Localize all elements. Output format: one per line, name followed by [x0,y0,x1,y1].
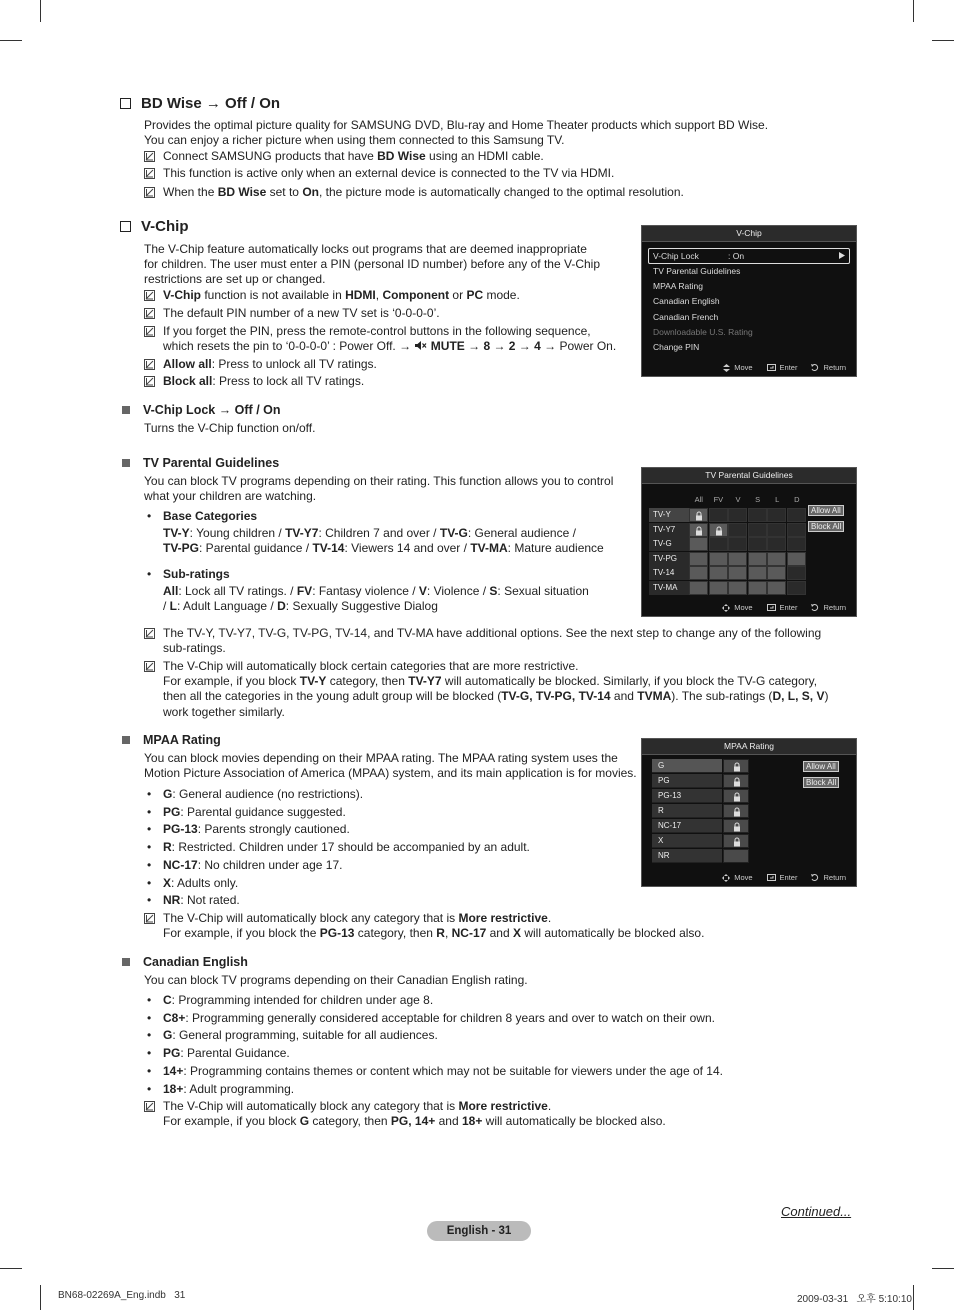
rating-cell[interactable] [689,581,708,595]
checkbox-icon [120,221,131,232]
crop-mark [932,40,954,41]
lock-icon [715,526,723,536]
rating-cell[interactable] [709,566,728,580]
rating-cell[interactable] [748,508,767,522]
rating-cell[interactable] [728,508,747,522]
grid-row-label[interactable]: TV-G [649,537,689,551]
note-icon [144,290,155,301]
allow-all-button[interactable]: Allow All [803,761,839,772]
menu-item-canadian-english[interactable]: Canadian English [653,296,720,306]
rating-cell[interactable] [728,537,747,551]
note-icon [144,359,155,370]
osd-title: TV Parental Guidelines [642,468,856,484]
rating-cell[interactable] [689,523,708,537]
mpaa-lock-cell[interactable] [723,804,749,818]
osd-title: V-Chip [642,226,856,242]
mpaa-para-2: Motion Picture Association of America (MPAA) system, and its main application is for movies. [144,766,637,780]
rating-cell[interactable] [767,537,786,551]
tvpg-para-2: what your children are watching. [144,489,317,503]
note-icon [144,628,155,639]
print-date: 2009-03-31 오후 5:10:10 [797,1294,912,1305]
mpaa-lock-cell[interactable] [723,849,749,863]
rating-cell[interactable] [689,566,708,580]
grid-col-label: V [735,495,741,504]
grid-row-label[interactable]: TV-MA [649,581,689,595]
tvpg-heading: TV Parental Guidelines [122,456,279,470]
rating-cell[interactable] [767,523,786,537]
rating-cell[interactable] [787,552,806,566]
note-icon [144,661,155,672]
note-icon [144,326,155,337]
mpaa-lock-cell[interactable] [723,819,749,833]
base-categories-line-1: TV-Y: Young children / TV-Y7: Children 7 and over / TV-G: General audience / [163,526,576,540]
mpaa-row-label[interactable]: PG [652,774,722,788]
tvpg-screen [641,467,857,617]
grid-row-label[interactable]: TV-14 [649,566,689,580]
mpaa-row-label[interactable]: PG-13 [652,789,722,803]
lock-icon [733,807,741,817]
square-bullet-icon [122,459,130,467]
vchip-note-5: Block all: Press to lock all TV ratings. [144,374,364,389]
mpaa-row-label[interactable]: G [652,759,722,773]
lock-icon [733,762,741,772]
rating-cell[interactable] [767,552,786,566]
note-icon [144,151,155,162]
osd-footer: Move Enter Return [722,873,846,882]
rating-cell[interactable] [787,523,806,537]
tvpg-para-1: You can block TV programs depending on their rating. This function allows you to control [144,474,614,488]
vchip-title: V-Chip [141,218,189,235]
checkbox-icon [120,98,131,109]
vchiplock-body: Turns the V-Chip function on/off. [144,421,316,435]
vchiplock-heading: V-Chip Lock → Off / On [122,403,281,417]
bdwise-title: BD Wise → Off / On [141,95,281,112]
osd-title: MPAA Rating [642,739,856,755]
rating-cell[interactable] [709,523,728,537]
rating-cell[interactable] [709,552,728,566]
page-number-badge: English - 31 [427,1221,531,1241]
arrow-right-icon [839,252,845,259]
vchip-note-3: If you forget the PIN, press the remote-control buttons in the following sequence, [144,324,591,339]
rating-cell[interactable] [689,552,708,566]
square-bullet-icon [122,406,130,414]
rating-cell[interactable] [787,566,806,580]
move-icon [723,364,730,372]
grid-col-label: FV [713,495,724,504]
grid-col-label: S [755,495,761,504]
grid-row-label[interactable]: TV-Y [649,508,689,522]
rating-cell[interactable] [787,537,806,551]
mpaa-row-label[interactable]: NR [652,849,722,863]
vchip-note-1: V-Chip function is not available in HDMI, Component or PC mode. [144,288,520,303]
vchip-para-3: restrictions are set up or changed. [144,272,326,286]
menu-item-canadian-french[interactable]: Canadian French [653,312,719,322]
mpaa-screen [641,738,857,887]
rating-cell[interactable] [748,537,767,551]
rating-cell[interactable] [709,581,728,595]
rating-cell[interactable] [787,508,806,522]
bdwise-para-2: You can enjoy a richer picture when using them connected to this Samsung TV. [144,133,565,147]
note-icon [144,376,155,387]
rating-cell[interactable] [767,581,786,595]
sub-ratings-line-1: All: Lock all TV ratings. / FV: Fantasy violence / V: Violence / S: Sexual situation [163,584,589,598]
osd-footer: Move Enter Return [722,603,846,612]
note-icon [144,168,155,179]
mpaa-lock-cell[interactable] [723,834,749,848]
rating-cell[interactable] [728,523,747,537]
rating-cell[interactable] [689,537,708,551]
mpaa-row-label[interactable]: X [652,834,722,848]
crop-mark [932,1268,954,1269]
rating-cell[interactable] [728,581,747,595]
vchip-menu-screen [641,225,857,377]
osd-footer: Move Enter Return [723,363,846,372]
tvpg-note-1: The TV-Y, TV-Y7, TV-G, TV-PG, TV-14, and TV-MA have additional options. See the next step to change any of the following [144,626,821,641]
note-icon [144,1101,155,1112]
lock-icon [695,511,703,521]
move-icon [722,874,730,882]
lock-icon [733,792,741,802]
mpaa-row-label[interactable]: R [652,804,722,818]
mpaa-heading: MPAA Rating [122,733,221,747]
mpaa-lock-cell[interactable] [723,774,749,788]
crop-mark [913,0,914,22]
bdwise-heading [120,95,280,112]
tvpg-note-1-cont: sub-ratings. [163,641,226,655]
grid-col-label: D [794,495,800,504]
vchip-heading [120,218,189,235]
caneng-note-1: The V-Chip will automatically block any category that is More restrictive. [144,1099,551,1114]
caneng-heading: Canadian English [122,955,248,969]
mpaa-note-1: The V-Chip will automatically block any category that is More restrictive. [144,911,551,926]
crop-mark [0,40,22,41]
caneng-note-1-cont: For example, if you block G category, then PG, 14+ and 18+ will automatically be blocked also. [163,1114,666,1128]
lock-icon [733,822,741,832]
rating-cell[interactable] [748,566,767,580]
rating-cell[interactable] [689,508,708,522]
mpaa-lock-cell[interactable] [723,789,749,803]
note-icon [144,308,155,319]
block-all-button[interactable]: Block All [808,521,844,532]
base-categories-line-2: TV-PG: Parental guidance / TV-14: Viewers 14 and over / TV-MA: Mature audience [163,541,604,555]
sub-ratings-line-2: / L: Adult Language / D: Sexually Suggestive Dialog [163,599,438,613]
file-info: BN68-02269A_Eng.indb 31 [58,1290,186,1301]
square-bullet-icon [122,958,130,966]
mpaa-para-1: You can block movies depending on their MPAA rating. The MPAA rating system uses the [144,751,618,765]
vchip-para-2: for children. The user must enter a PIN (personal ID number) before any of the V-Chip [144,257,600,271]
mpaa-row-label[interactable]: NC-17 [652,819,722,833]
return-icon [811,874,819,882]
move-icon [722,604,730,612]
note-icon [144,187,155,198]
rating-cell[interactable] [787,581,806,595]
enter-icon [767,874,776,881]
crop-mark [913,1285,914,1310]
note-icon [144,913,155,924]
square-bullet-icon [122,736,130,744]
rating-cell[interactable] [709,508,728,522]
bdwise-note-3: When the BD Wise set to On, the picture mode is automatically changed to the optimal resolution. [144,185,684,200]
rating-cell[interactable] [767,508,786,522]
return-icon [811,364,819,372]
continued-label: Continued... [781,1204,852,1219]
bdwise-para-1: Provides the optimal picture quality for SAMSUNG DVD, Blu-ray and Home Theater products which support BD Wise. [144,118,769,132]
lock-icon [733,837,741,847]
menu-item-tv-parental[interactable]: TV Parental Guidelines [653,266,741,276]
tvpg-note-2-line-3: then all the categories in the young adult group will be blocked (TV-G, TV-PG, TV-14 and TVMA). The sub-ratings (D, L, S, V) [163,689,829,703]
rating-cell[interactable] [728,552,747,566]
grid-col-label: L [775,495,780,504]
menu-item-vchip-lock[interactable]: V-Chip Lock : On [653,251,745,261]
mute-icon [414,340,427,351]
block-all-button[interactable]: Block All [803,777,839,788]
return-icon [811,604,819,612]
bdwise-note-2: This function is active only when an external device is connected to the TV via HDMI. [144,166,614,181]
rating-cell[interactable] [748,581,767,595]
mpaa-note-1-cont: For example, if you block the PG-13 category, then R, NC-17 and X will automatically be blocked also. [163,926,705,940]
rating-cell[interactable] [709,537,728,551]
crop-mark [40,1285,41,1310]
bdwise-note-1: Connect SAMSUNG products that have BD Wise using an HDMI cable. [144,149,544,164]
tvpg-note-2-line-2: For example, if you block TV-Y category, then TV-Y7 will automatically be blocked. Similarly, if you block the TV-G category, [163,674,818,688]
rating-cell[interactable] [748,523,767,537]
allow-all-button[interactable]: Allow All [808,505,844,516]
vchip-note-4: Allow all: Press to unlock all TV ratings. [144,357,377,372]
rating-cell[interactable] [767,566,786,580]
tvpg-note-2: The V-Chip will automatically block certain categories that are more restrictive. [144,659,579,674]
menu-item-change-pin[interactable]: Change PIN [653,342,700,352]
lock-icon [695,526,703,536]
caneng-para-1: You can block TV programs depending on their Canadian English rating. [144,973,528,987]
crop-mark [40,0,41,22]
enter-icon [767,364,776,371]
lock-icon [733,777,741,787]
vchip-para-1: The V-Chip feature automatically locks out programs that are deemed inappropriate [144,242,587,256]
rating-cell[interactable] [728,566,747,580]
vchip-note-3-cont: which resets the pin to ‘0-0-0-0’ : Power Off. → MUTE → 8 → 2 → 4 → Power On. [163,339,617,353]
crop-mark [0,1268,22,1269]
menu-item-downloadable: Downloadable U.S. Rating [653,327,753,337]
menu-item-mpaa[interactable]: MPAA Rating [653,281,703,291]
enter-icon [767,604,776,611]
rating-cell[interactable] [748,552,767,566]
grid-row-label[interactable]: TV-PG [649,552,689,566]
grid-col-label: All [694,495,703,504]
tvpg-note-2-line-4: work together similarly. [163,705,285,719]
vchip-note-2: The default PIN number of a new TV set is ‘0-0-0-0’. [144,306,440,321]
mpaa-lock-cell[interactable] [723,759,749,773]
grid-row-label[interactable]: TV-Y7 [649,523,689,537]
